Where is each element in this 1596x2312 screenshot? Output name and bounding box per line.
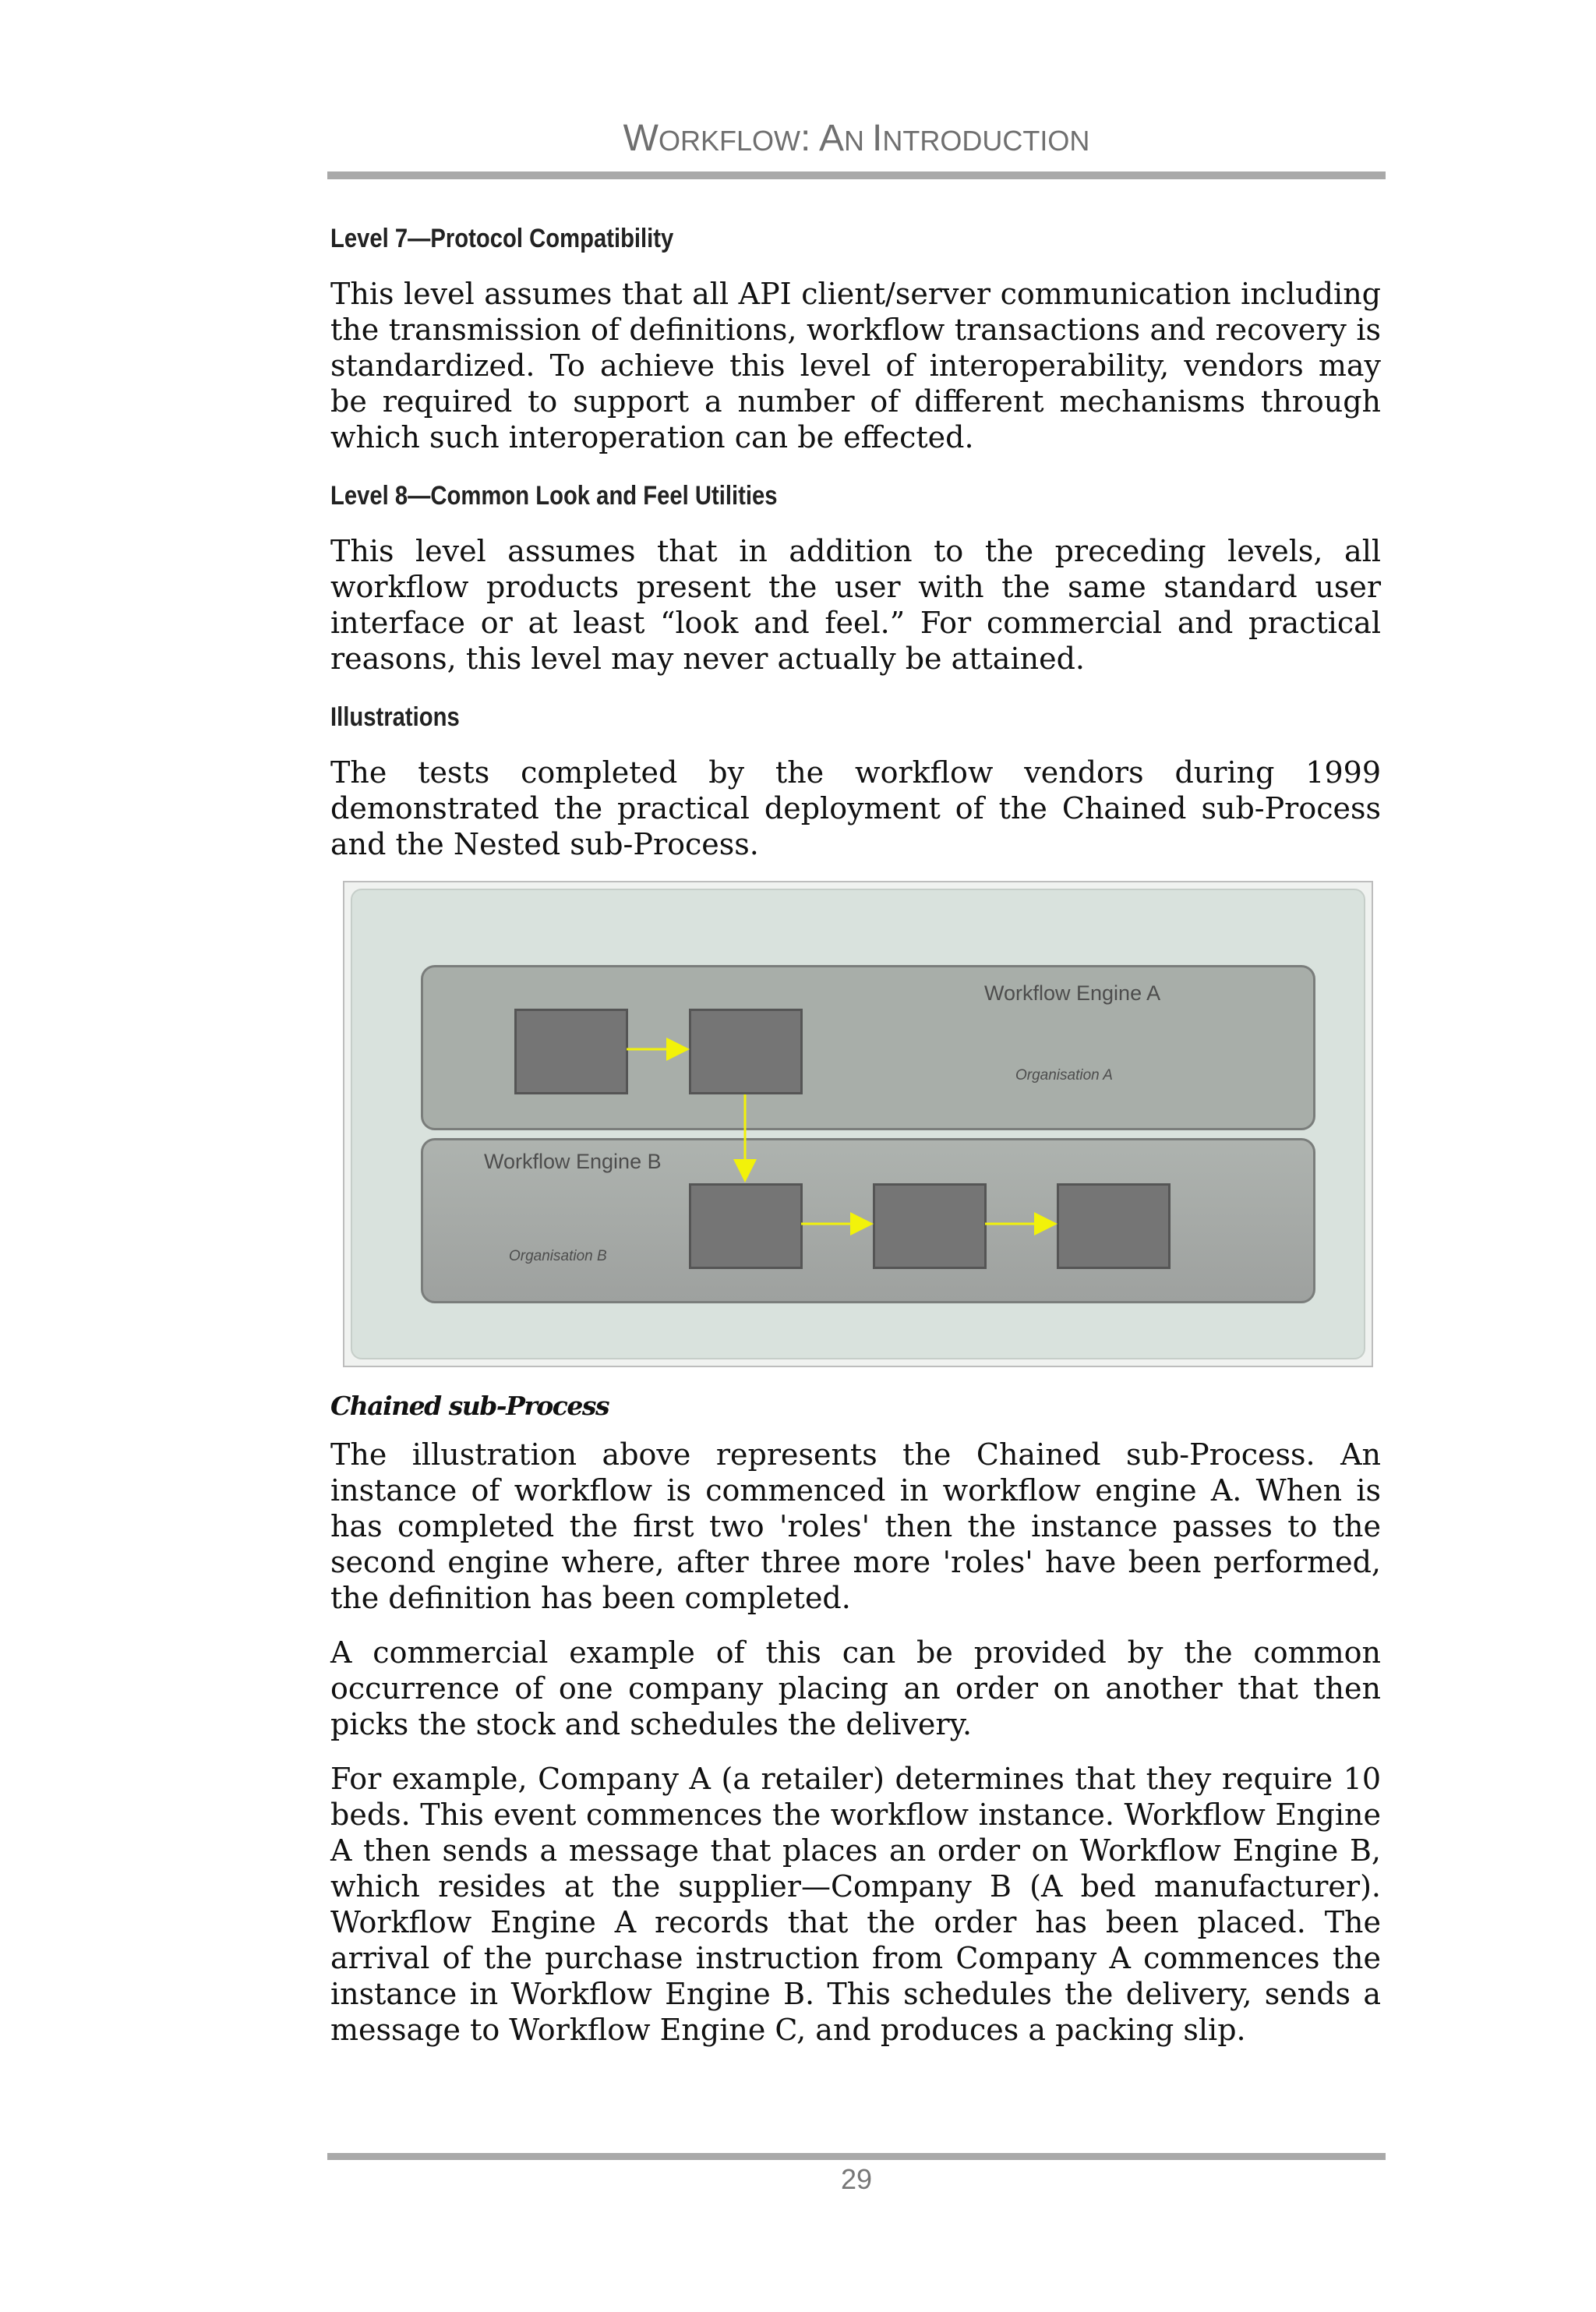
heading-level-7: Level 7—Protocol Compatibility — [330, 224, 674, 253]
page-content — [330, 217, 1381, 2066]
engine-a-label: Workflow Engine A — [984, 981, 1161, 1005]
paragraph-illustrations: The tests completed by the workflow vendors during 1999 demonstrated the practical deployment of the Chained sub-Process and the Nested sub-Process. — [330, 755, 1381, 861]
chained-subprocess-figure — [343, 881, 1373, 1367]
heading-level-8: Level 8—Common Look and Feel Utilities — [330, 481, 778, 511]
paragraph-level-7: This level assumes that all API client/server communication including the transmission of definitions, workflow transactions and recovery is standardized. To achieve this level of interoperability, vendors may be required to support a number of different mechanisms through which such interoperation can be effected. — [330, 277, 1381, 454]
paragraph-commercial-example: A commercial example of this can be provided by the common occurrence of one company placing an order on another that then picks the stock and schedules the delivery. — [330, 1635, 1381, 1741]
footer-rule — [327, 2153, 1386, 2160]
header-orkflow: ORKFLOW — [658, 125, 800, 157]
running-header — [327, 117, 1386, 160]
org-b-label: Organisation B — [509, 1248, 607, 1264]
paragraph-company-example: For example, Company A (a retailer) determines that they require 10 beds. This event commences the workflow instance. Workflow Engine A then sends a message that places an order on Workflow Engine B, which resides at the supplier—Company B (A bed manufacturer). Workflow Engine A records that the order has been placed. The arrival of the purchase instruction from Company A commences the instance in Workflow Engine B. This schedules the delivery, sends a message to Workflow Engine C, and produces a packing slip. — [330, 1762, 1381, 2047]
paragraph-level-8: This level assumes that in addition to the preceding levels, all workflow products present the user with the same standard user interface or at least “look and feel.” For commercial and practical reasons, this level may never actually be attained. — [330, 534, 1381, 676]
header-n: N — [844, 125, 873, 157]
header-sep: : — [800, 118, 819, 159]
org-a-label: Organisation A — [1015, 1067, 1113, 1084]
heading-illustrations: Illustrations — [330, 702, 460, 732]
header-w: W — [623, 118, 659, 159]
flow-arrows — [352, 890, 1365, 1358]
header-ntroduction: NTRODUCTION — [882, 125, 1090, 157]
header-i: I — [872, 118, 883, 159]
paragraph-chained-description: The illustration above represents the Chained sub-Process. An instance of workflow is commenced in workflow engine A. When is has completed the first two 'roles' then the instance passes to the second engine where, after three more 'roles' have been performed, the definition has been completed. — [330, 1437, 1381, 1615]
header-rule — [327, 171, 1386, 179]
figure-caption: Chained sub-Process — [330, 1391, 609, 1421]
figure-background — [351, 889, 1365, 1359]
engine-b-label: Workflow Engine B — [484, 1150, 662, 1173]
page-number: 29 — [840, 2163, 873, 2195]
header-a: A — [819, 118, 845, 159]
